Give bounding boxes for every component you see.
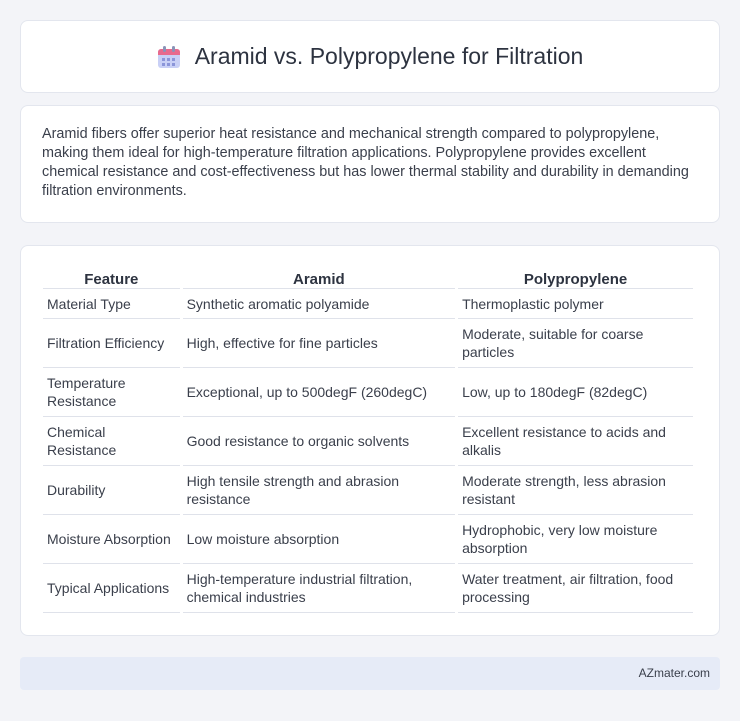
feature-cell: Durability — [43, 466, 180, 515]
aramid-cell: High-temperature industrial filtration, chemical industries — [183, 564, 455, 613]
feature-cell: Moisture Absorption — [43, 515, 180, 564]
title-card — [20, 20, 720, 93]
polypropylene-cell: Low, up to 180degF (82degC) — [458, 368, 693, 417]
polypropylene-cell: Moderate, suitable for coarse particles — [458, 319, 693, 368]
aramid-cell: Low moisture absorption — [183, 515, 455, 564]
aramid-cell: Synthetic aromatic polyamide — [183, 289, 455, 319]
table-row — [43, 466, 693, 515]
footer-bar — [20, 657, 720, 690]
feature-cell: Typical Applications — [43, 564, 180, 613]
table-row — [43, 417, 693, 466]
polypropylene-cell: Moderate strength, less abrasion resistant — [458, 466, 693, 515]
table-header-row — [43, 266, 693, 289]
polypropylene-cell: Excellent resistance to acids and alkalis — [458, 417, 693, 466]
table-row — [43, 564, 693, 613]
comparison-card — [20, 245, 720, 636]
polypropylene-cell: Thermoplastic polymer — [458, 289, 693, 319]
header-polypropylene: Polypropylene — [458, 266, 693, 289]
feature-cell: Chemical Resistance — [43, 417, 180, 466]
feature-cell: Material Type — [43, 289, 180, 319]
comparison-table — [40, 266, 696, 613]
table-row — [43, 368, 693, 417]
intro-text: Aramid fibers offer superior heat resistance and mechanical strength compared to polypropylene, making them ideal for high-temperature filtration applications. Polypropylene provides excellent chemical resistance and cost-effectiveness but has lower thermal stability and durability in demanding filtration environments. — [42, 126, 689, 199]
table-row — [43, 319, 693, 368]
page-title: Aramid vs. Polypropylene for Filtration — [194, 43, 584, 69]
table-row — [43, 515, 693, 564]
footer-brand[interactable]: AZmater.com — [638, 666, 710, 680]
feature-cell: Temperature Resistance — [43, 368, 180, 417]
calendar-icon — [157, 45, 181, 69]
aramid-cell: Exceptional, up to 500degF (260degC) — [183, 368, 455, 417]
header-aramid: Aramid — [183, 266, 455, 289]
intro-card — [20, 105, 720, 223]
polypropylene-cell: Hydrophobic, very low moisture absorption — [458, 515, 693, 564]
header-feature: Feature — [43, 266, 180, 289]
table-row — [43, 289, 693, 319]
aramid-cell: Good resistance to organic solvents — [183, 417, 455, 466]
aramid-cell: High, effective for fine particles — [183, 319, 455, 368]
polypropylene-cell: Water treatment, air filtration, food processing — [458, 564, 693, 613]
aramid-cell: High tensile strength and abrasion resistance — [183, 466, 455, 515]
feature-cell: Filtration Efficiency — [43, 319, 180, 368]
